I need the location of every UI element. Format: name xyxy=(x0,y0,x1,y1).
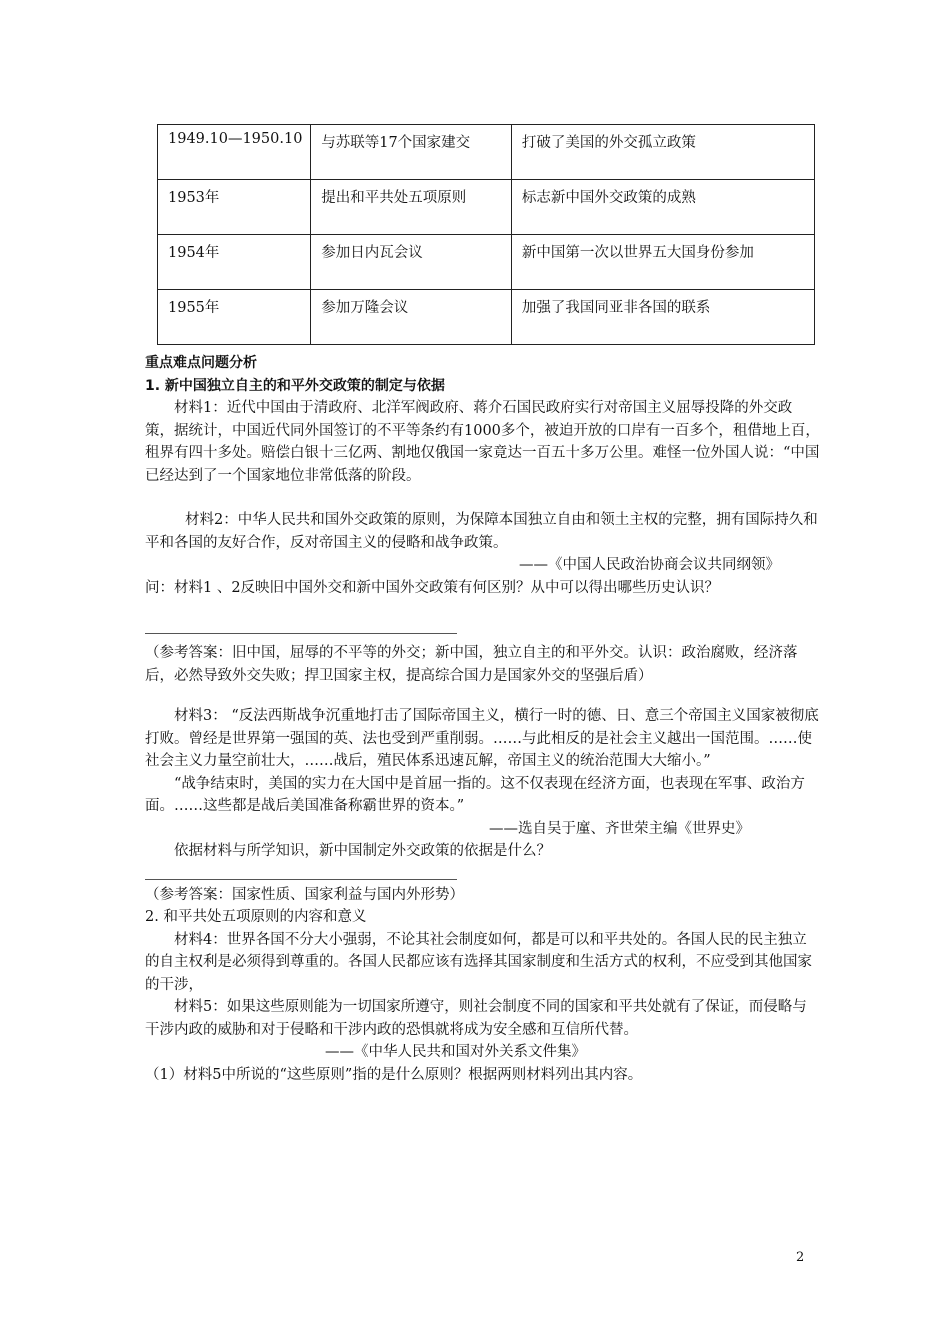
table-cell: 标志新中国外交政策的成熟 xyxy=(511,180,814,235)
table-row xyxy=(158,290,815,345)
table-cell: 新中国第一次以世界五大国身份参加 xyxy=(511,235,814,290)
table-cell: 提出和平共处五项原则 xyxy=(311,180,512,235)
answer-2: （参考答案：国家性质、国家利益与国内外形势） xyxy=(145,886,464,903)
table-row xyxy=(158,235,815,290)
material-3-source: ——选自吴于廑、齐世荣主编《世界史》 xyxy=(489,820,750,837)
material-3: 材料3： “反法西斯战争沉重地打击了国际帝国主义，横行一时的德、日、意三个帝国主义国家被彻底打败。曾经是世界第一强国的英、法也受到严重削弱。……与此相反的是社会主义越出一国范围。……使社会主义力量空前壮大，……战后，殖民体系迅速瓦解，帝国主义的统治范围大大缩小。” xyxy=(145,708,819,769)
material-2: 材料2：中华人民共和国外交政策的原则，为保障本国独立自由和领土主权的完整，拥有国际持久和平和各国的友好合作，反对帝国主义的侵略和战争政策。 xyxy=(145,512,818,551)
table-cell: 与苏联等17个国家建交 xyxy=(311,125,512,180)
table-cell: 1949.10—1950.10 xyxy=(158,125,311,180)
material-5-source: ——《中华人民共和国对外关系文件集》 xyxy=(325,1044,586,1060)
section2-title: 2. 和平共处五项原则的内容和意义 xyxy=(145,909,367,925)
material-3-quote-2: “战争结束时，美国的实力在大国中是首屈一指的。这不仅表现在经济方面，也表现在军事、政治方面。……这些都是战后美国准备称霸世界的资本。” xyxy=(145,775,805,814)
events-table xyxy=(157,124,815,345)
material-4: 材料4：世界各国不分大小强弱，不论其社会制度如何，都是可以和平共处的。各国人民的民主独立的自主权利是必须得到尊重的。各国人民都应该有选择其国家制度和生活方式的权利，不应受到其他国家的干涉， xyxy=(145,931,812,993)
separator-line xyxy=(145,879,457,880)
section1-title: 1. 新中国独立自主的和平外交政策的制定与依据 xyxy=(145,377,445,394)
table-cell: 参加万隆会议 xyxy=(311,290,512,345)
table-row xyxy=(158,125,815,180)
table-cell: 打破了美国的外交孤立政策 xyxy=(511,125,814,180)
section-heading: 重点难点问题分析 xyxy=(145,355,257,371)
question-1: 问：材料1 、2反映旧中国外交和新中国外交政策有何区别？从中可以得出哪些历史认识？ xyxy=(145,579,720,596)
answer-1: （参考答案：旧中国，屈辱的不平等的外交；新中国，独立自主的和平外交。认识：政治腐败，经济落后，必然导致外交失败；捍卫国家主权，提高综合国力是国家外交的坚强后盾） xyxy=(145,645,798,684)
question-2: 依据材料与所学知识，新中国制定外交政策的依据是什么？ xyxy=(174,843,551,859)
material-1: 材料1：近代中国由于清政府、北洋军阀政府、蒋介石国民政府实行对帝国主义屈辱投降的外交政策，据统计，中国近代同外国签订的不平等条约有1000多个，被迫开放的口岸有一百多个，租借地上百，租界有四十多处。赔偿白银十三亿两、割地仅俄国一家竟达一百五十多万公里。难怪一位外国人说：“中国已经达到了一个国家地位非常低落的阶段。 xyxy=(145,400,820,484)
table-cell: 1954年 xyxy=(158,235,311,290)
separator-line xyxy=(145,633,457,634)
page-number: 2 xyxy=(796,1250,805,1265)
table-row xyxy=(158,180,815,235)
main-content xyxy=(145,352,820,1086)
table-cell: 参加日内瓦会议 xyxy=(311,235,512,290)
material-5: 材料5：如果这些原则能为一切国家所遵守，则社会制度不同的国家和平共处就有了保证，而侵略与干涉内政的威胁和对于侵略和干涉内政的恐惧就将成为安全感和互信所代替。 xyxy=(145,999,807,1038)
table-cell: 1955年 xyxy=(158,290,311,345)
material-2-source: ——《中国人民政治协商会议共同纲领》 xyxy=(519,557,780,573)
table-cell: 1953年 xyxy=(158,180,311,235)
table-cell: 加强了我国同亚非各国的联系 xyxy=(511,290,814,345)
section2-question-1: （1）材料5中所说的“这些原则”指的是什么原则？根据两则材料列出其内容。 xyxy=(145,1066,643,1083)
